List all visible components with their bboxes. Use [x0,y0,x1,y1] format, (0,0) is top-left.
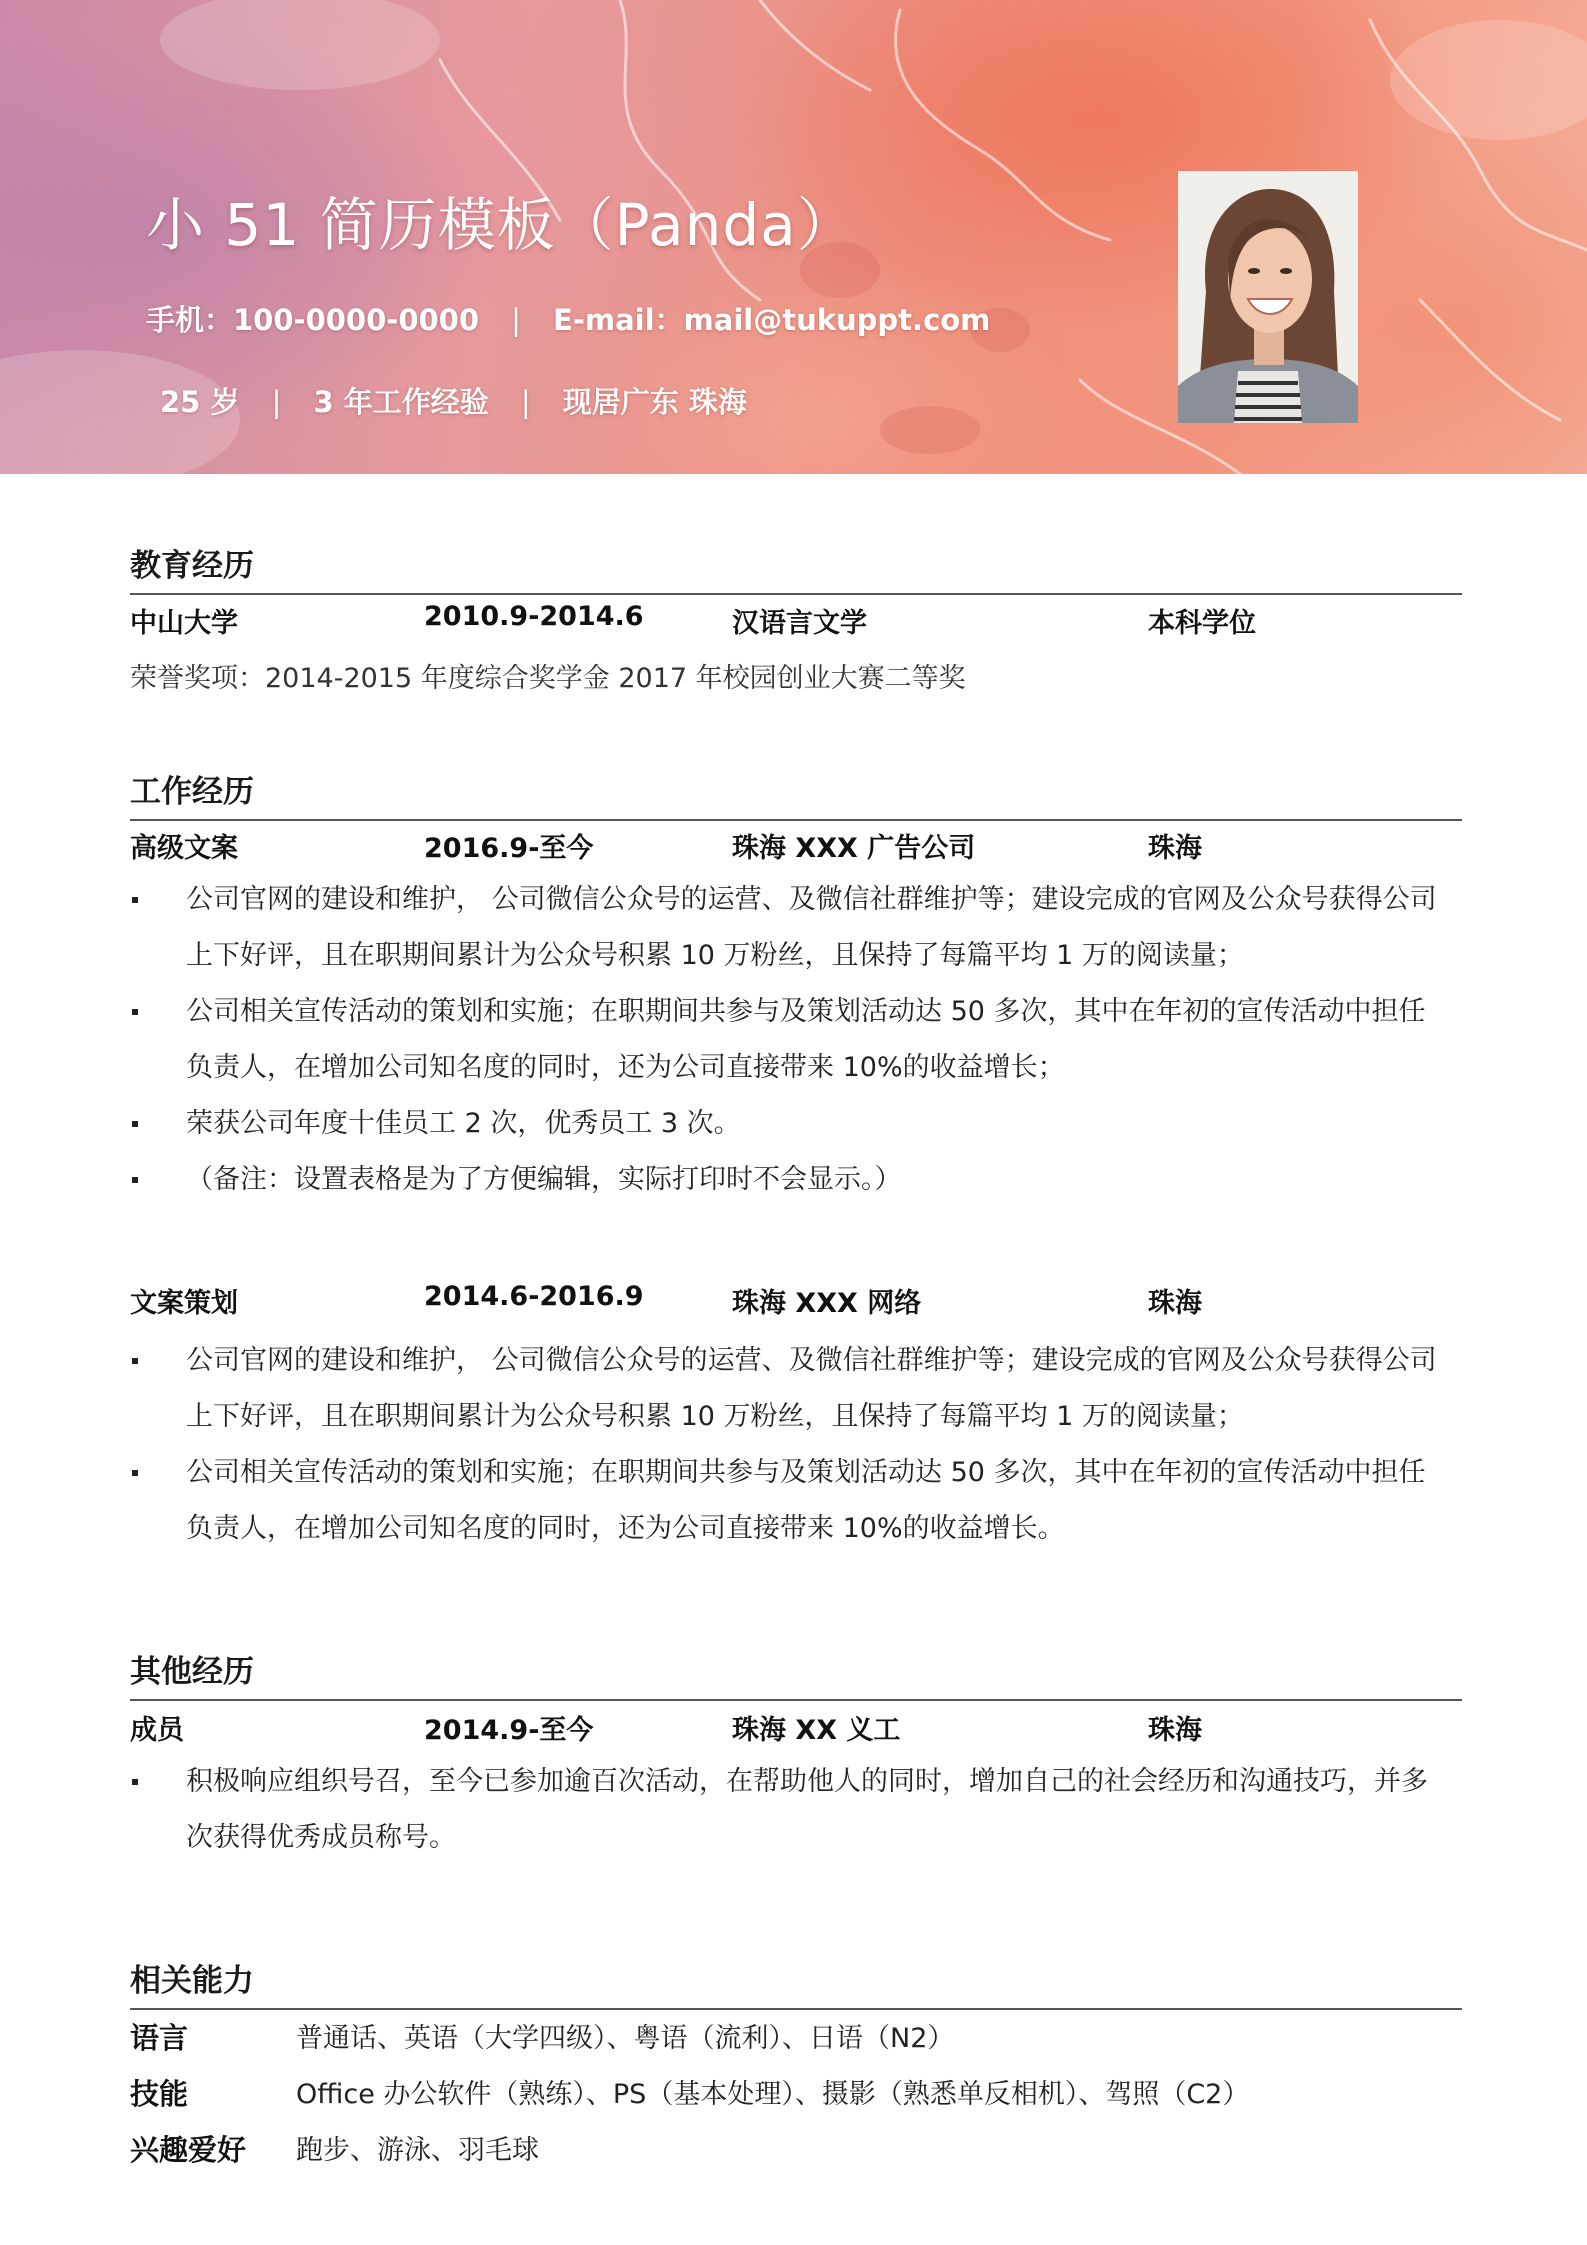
skill-label: 兴趣爱好 [130,2133,247,2167]
other-period: 2014.9-至今 [424,1715,594,1746]
skill-label: 技能 [130,2077,189,2111]
separator: | [511,303,521,337]
skill-value: Office 办公软件（熟练）、PS（基本处理）、摄影（熟悉单反相机）、驾照（C2） [296,2079,1250,2110]
degree-name: 本科学位 [1148,608,1256,639]
section-title-education: 教育经历 [130,540,1462,595]
list-item: （备注：设置表格是为了方便编辑，实际打印时不会显示。） [130,1152,1450,1208]
skill-value: 普通话、英语（大学四级）、粤语（流利）、日语（N2） [296,2023,955,2054]
job-row [130,826,1462,866]
list-item: 荣获公司年度十佳员工 2 次，优秀员工 3 次。 [130,1096,1450,1152]
other-org: 珠海 XX 义工 [732,1715,901,1746]
job-bullet-list [130,872,1450,1208]
separator: | [520,385,531,419]
job-row [130,1281,1462,1321]
experience-text: 3 年工作经验 [313,385,489,419]
other-role: 成员 [130,1715,184,1746]
section-title-other: 其他经历 [130,1646,1462,1701]
education-row [130,601,1462,641]
other-bullet-list [130,1754,1450,1866]
portrait-image [1178,171,1358,423]
skill-label: 语言 [130,2021,189,2055]
job-position: 高级文案 [130,833,238,864]
job-period: 2016.9-至今 [424,833,594,864]
other-city: 珠海 [1148,1715,1202,1746]
contact-line [146,298,990,339]
honors-text: 荣誉奖项：2014-2015 年度综合奖学金 2017 年校园创业大赛二等奖 [130,663,966,694]
profile-photo [1178,171,1358,423]
email-text: E-mail：mail@tukuppt.com [553,303,991,337]
list-item: 积极响应组织号召，至今已参加逾百次活动，在帮助他人的同时，增加自己的社会经历和沟通技巧，并多次获得优秀成员称号。 [130,1754,1450,1866]
job-period: 2014.6-2016.9 [424,1281,644,1312]
list-item: 公司相关宣传活动的策划和实施；在职期间共参与及策划活动达 50 多次，其中在年初的宣传活动中担任负责人，在增加公司知名度的同时，还为公司直接带来 10%的收益增长。 [130,1445,1450,1557]
age-text: 25 岁 [160,385,240,419]
skill-value: 跑步、游泳、羽毛球 [296,2135,539,2166]
phone-text: 手机：100-0000-0000 [146,303,480,337]
major-name: 汉语言文学 [732,608,867,639]
list-item: 公司官网的建设和维护， 公司微信公众号的运营、及微信社群维护等；建设完成的官网及公众号获得公司上下好评，且在职期间累计为公众号积累 10 万粉丝，且保持了每篇平均 1 万的阅读量； [130,1333,1450,1445]
location-text: 现居广东 珠海 [562,385,747,419]
job-position: 文案策划 [130,1288,238,1319]
school-name: 中山大学 [130,608,238,639]
section-title-skills: 相关能力 [130,1955,1462,2010]
resume-name: 小 51 简历模板（Panda） [146,191,856,259]
separator: | [271,385,282,419]
header-banner [0,0,1587,474]
job-company: 珠海 XXX 广告公司 [732,833,976,864]
job-city: 珠海 [1148,1288,1202,1319]
job-bullet-list [130,1333,1450,1557]
job-company: 珠海 XXX 网络 [732,1288,922,1319]
education-period: 2010.9-2014.6 [424,601,644,632]
list-item: 公司相关宣传活动的策划和实施；在职期间共参与及策划活动达 50 多次，其中在年初的宣传活动中担任负责人，在增加公司知名度的同时，还为公司直接带来 10%的收益增长； [130,984,1450,1096]
job-city: 珠海 [1148,833,1202,864]
section-title-work: 工作经历 [130,766,1462,821]
list-item: 公司官网的建设和维护， 公司微信公众号的运营、及微信社群维护等；建设完成的官网及公众号获得公司上下好评，且在职期间累计为公众号积累 10 万粉丝，且保持了每篇平均 1 万的阅读量； [130,872,1450,984]
other-row [130,1708,1462,1748]
personal-info-line [160,380,747,421]
